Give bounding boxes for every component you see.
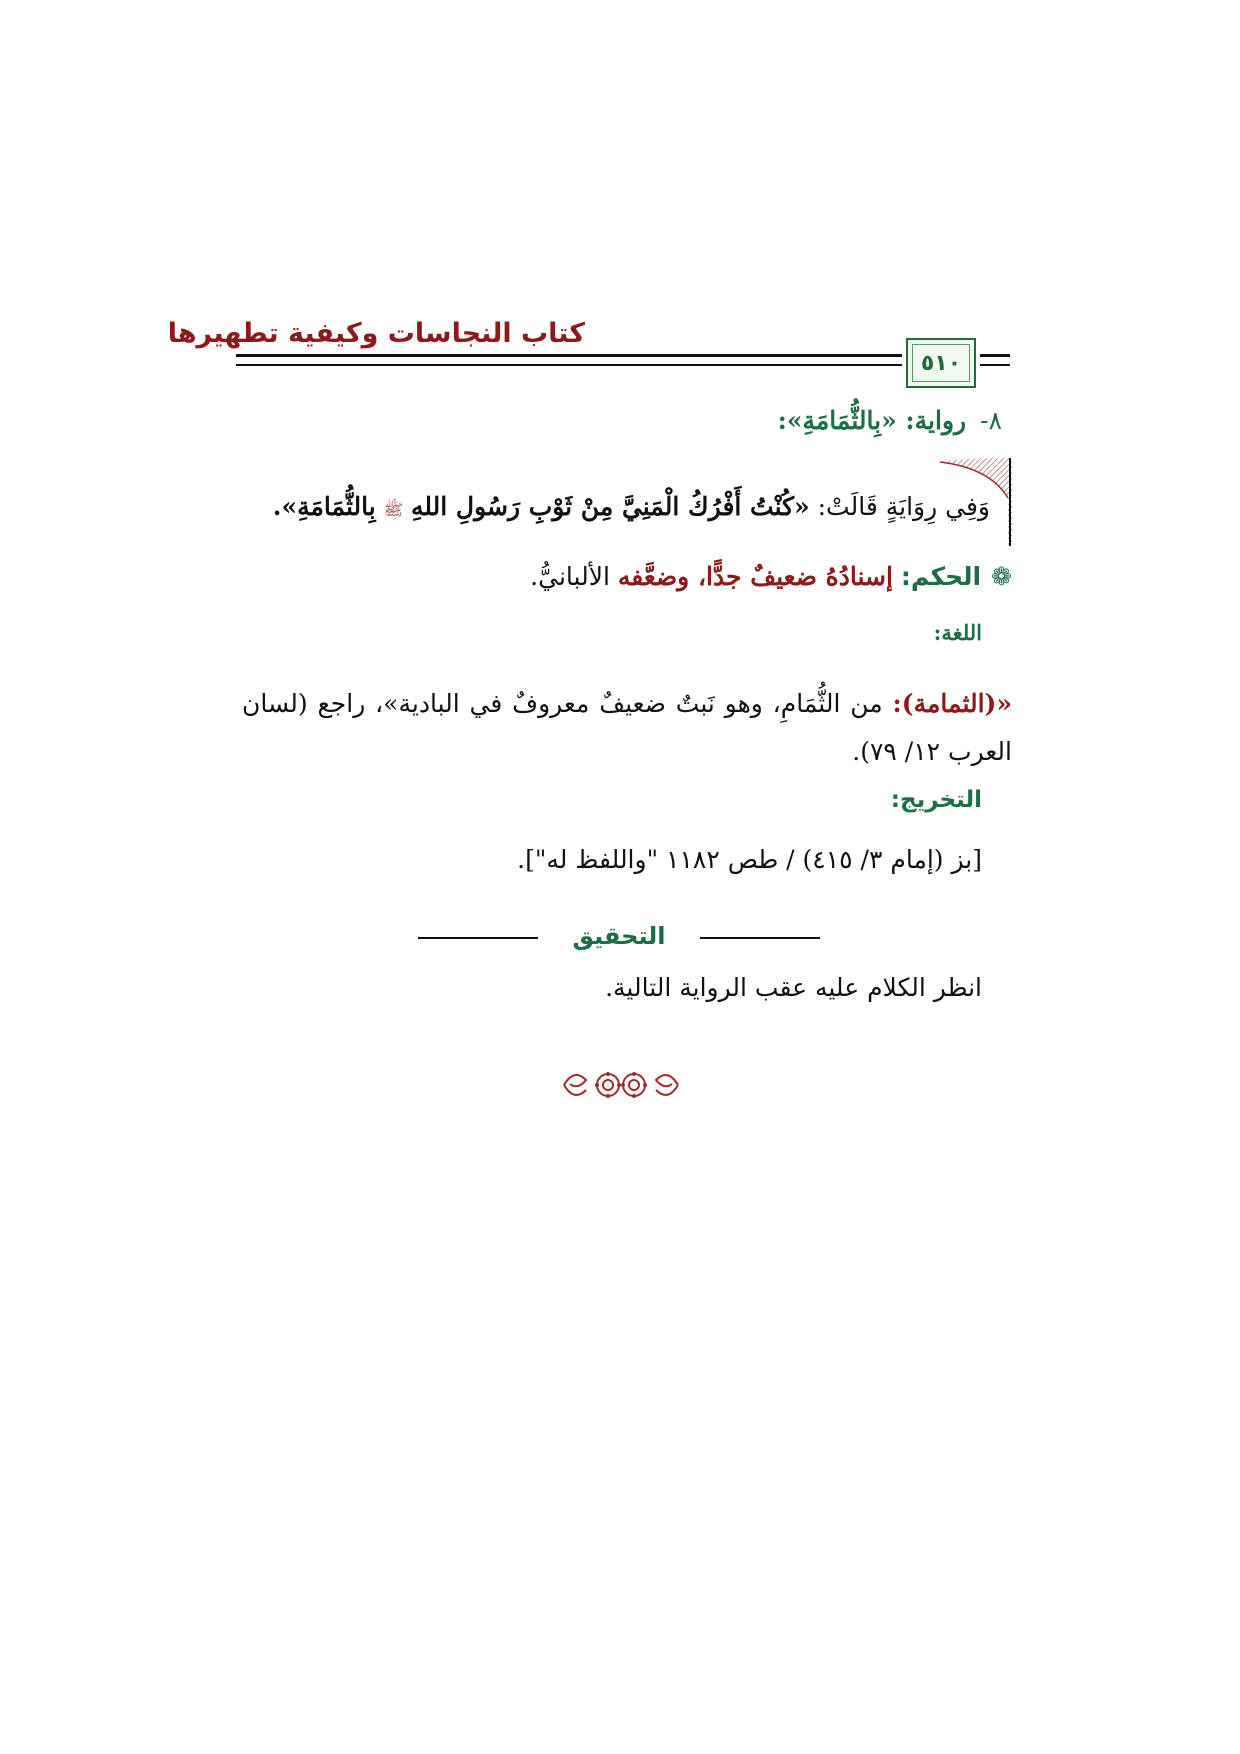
page-number-frame bbox=[906, 338, 976, 388]
ruling-scholar: الألبانيُّ. bbox=[530, 562, 618, 591]
tahqiq-divider bbox=[418, 918, 820, 958]
ruling-label: الحكم: bbox=[900, 562, 982, 591]
section-title: رواية: «بِالثُّمَامَةِ»: bbox=[777, 406, 967, 435]
language-heading: اللغة: bbox=[933, 620, 982, 645]
header-rule-top-left bbox=[980, 354, 1010, 357]
narration-intro: وَفِي رِوَايَةٍ قَالَتْ: bbox=[809, 492, 990, 521]
language-text bbox=[242, 680, 1012, 776]
header-rule-bottom-left bbox=[980, 364, 1010, 366]
end-ornament-icon bbox=[556, 1062, 686, 1108]
narration-quote-end: بِالثُّمَامَةِ». bbox=[272, 492, 376, 521]
section-number: ٨- bbox=[980, 406, 1002, 435]
book-title: كتاب النجاسات وكيفية تطهيرها bbox=[167, 318, 585, 349]
section-heading bbox=[302, 406, 1002, 435]
language-definition: من الثُّمَامِ، وهو نَبتٌ ضعيفٌ معروفٌ في البادية»، راجع (لسان العرب ١٢/ ٧٩). bbox=[242, 689, 1012, 766]
flower-icon: ❁ bbox=[991, 562, 1012, 591]
tahqiq-text: انظر الكلام عليه عقب الرواية التالية. bbox=[605, 973, 982, 1002]
ruling bbox=[252, 557, 1012, 597]
takhrij-text: [بز (إمام ٣/ ٤١٥) / طص ١١٨٢ "واللفظ له"]. bbox=[517, 845, 982, 874]
narration bbox=[250, 487, 990, 530]
header-rule-bottom bbox=[236, 364, 902, 366]
ruling-grade: إسنادُهُ ضعيفٌ جدًّا، وضعَّفه bbox=[617, 562, 893, 591]
takhrij-heading: التخريج: bbox=[890, 787, 982, 813]
page-number: ٥١٠ bbox=[920, 350, 962, 376]
narration-quote: «كُنْتُ أَفْرُكُ الْمَنِيَّ مِنْ ثَوْبِ رَسُولِ اللهِ bbox=[410, 492, 810, 521]
honorific: ﷺ bbox=[383, 500, 404, 519]
language-term: «(الثمامة): bbox=[892, 689, 1012, 718]
header-rule-top bbox=[236, 354, 902, 357]
tahqiq-heading: التحقيق bbox=[572, 922, 666, 950]
